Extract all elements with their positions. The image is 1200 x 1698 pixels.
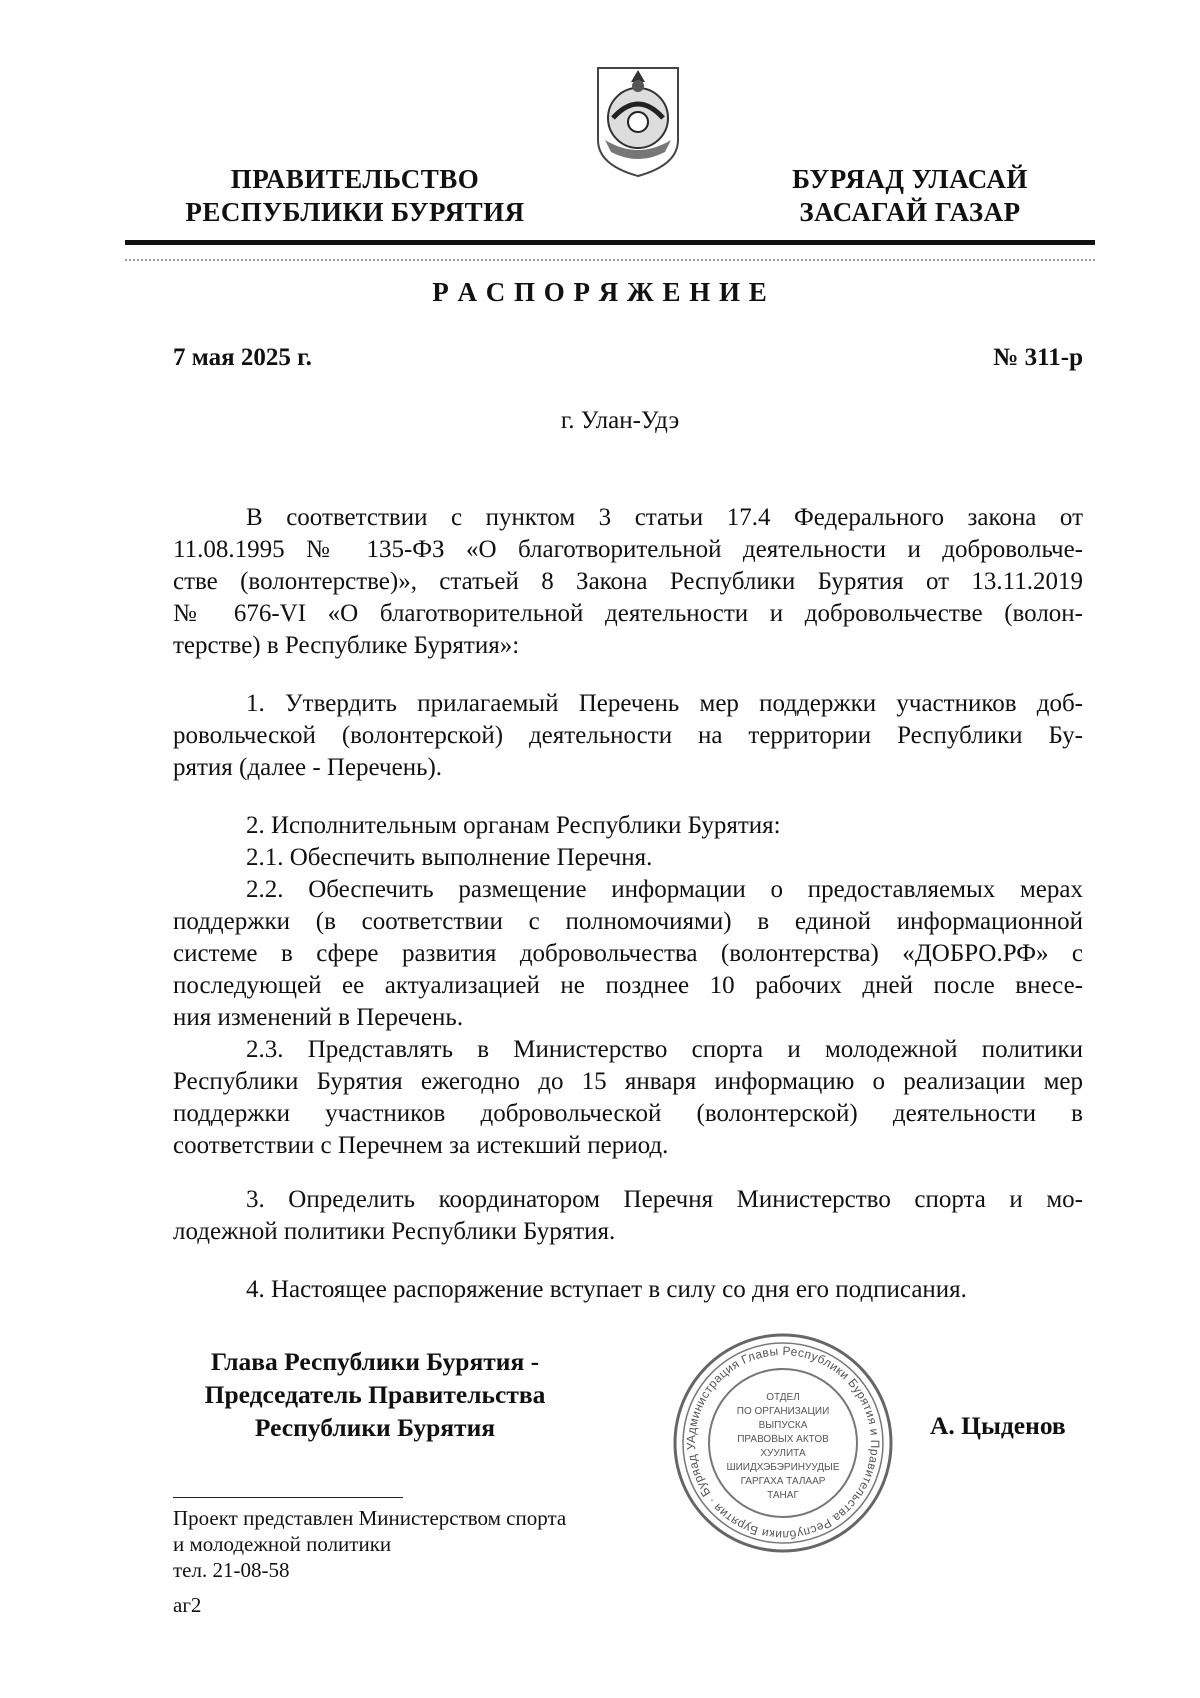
document-city: г. Улан-Удэ [560,407,680,434]
stamp-center-line: ПРАВОВЫХ АКТОВ [737,1434,829,1445]
item-3-line: 3. Определить координатором Перечня Министерство спорта и мо- [246,1186,1083,1213]
preamble-line: терстве) в Республике Бурятия»: [173,632,520,659]
coat-of-arms-icon [593,60,683,178]
signatory-position-line1: Глава Республики Бурятия - [210,1347,540,1376]
official-stamp [672,1332,894,1554]
item-2-2-line: последующей ее актуализацией не позднее 10 рабочих дней после внесе- [173,972,1083,999]
item-2-1-line: 2.1. Обеспечить выполнение Перечня. [246,844,653,871]
preamble-line: № 676-VI «О благотворительной деятельности и добровольчестве (волон- [173,600,1083,627]
item-2-2-line: ния изменений в Перечень. [173,1004,464,1031]
preamble-paragraph [173,502,1083,662]
header-rule-thick [125,240,1095,245]
stamp-center-line: ГАРГАХА ТАЛААР [740,1476,826,1487]
item-2-2-line: системе в сфере развития добровольчества (волонтерства) «ДОБРО.РФ» с [173,940,1083,967]
government-name-bua-line2: ЗАСАГАЙ ГАЗАР [799,197,1021,227]
signatory-name: А. Цыденов [930,1411,1066,1440]
preamble-line: В соответствии с пунктом 3 статьи 17.4 Федерального закона от [246,504,1083,531]
preamble-line: 11.08.1995 № 135-ФЗ «О благотворительной деятельности и добровольче- [173,536,1083,563]
government-name-ru-line2: РЕСПУБЛИКИ БУРЯТИЯ [185,197,525,227]
item-2-3-line: соответствии с Перечнем за истекший период. [173,1132,669,1159]
item-2-2-line: поддержки (в соответствии с полномочиями) в единой информационной [173,908,1083,935]
document-code: аг2 [173,1593,202,1617]
item-2-3-line: поддержки участников добровольческой (волонтерской) деятельности в [173,1100,1083,1127]
document-date: 7 мая 2025 г. [173,344,312,371]
footnote-line3: тел. 21-08-58 [173,1558,290,1582]
item-2-line: 2. Исполнительным органам Республики Бурятия: [246,812,781,839]
item-1-line: 1. Утвердить прилагаемый Перечень мер поддержки участников доб- [246,690,1083,717]
signatory-position [160,1345,590,1444]
document-number: № 311-р [993,344,1083,371]
stamp-center-line: ОТДЕЛ [766,1392,800,1403]
government-name-ru-line1: ПРАВИТЕЛЬСТВО [230,164,480,194]
header-rule-thin [125,259,1095,261]
footnote-line2: и молодежной политики [173,1532,392,1556]
item-1-line: рятия (далее - Перечень). [173,754,443,781]
footnote-line1: Проект представлен Министерством спорта [173,1506,567,1530]
item-1-line: ровольческой (волонтерской) деятельности на территории Республики Бу- [173,722,1083,749]
item-2-3-line: Республики Бурятия ежегодно до 15 января информацию о реализации мер [173,1068,1083,1095]
stamp-center-line: ХУУЛИТА [760,1448,806,1459]
item-4-paragraph [173,1274,1083,1306]
government-name-ru [150,163,560,229]
government-name-bua-line1: БУРЯАД УЛАСАЙ [792,164,1028,194]
item-2-2-line: 2.2. Обеспечить размещение информации о предоставляемых мерах [246,876,1083,903]
signatory-position-line2: Председатель Правительства [204,1380,546,1409]
item-4-line: 4. Настоящее распоряжение вступает в силу со дня его подписания. [246,1276,967,1303]
stamp-center-line: ВЫПУСКА [758,1420,808,1431]
footnote [173,1505,653,1583]
stamp-center-line: ТАНАГ [767,1490,799,1501]
government-name-bua [740,163,1080,229]
document-type-title: Р А С П О Р Я Ж Е Н И Е [432,277,768,307]
signatory-position-line3: Республики Бурятия [254,1413,496,1442]
item-3-paragraph [173,1184,1083,1248]
item-3-line: лодежной политики Республики Бурятия. [173,1218,616,1245]
preamble-line: стве (волонтерстве)», статьей 8 Закона Республики Бурятия от 13.11.2019 [173,568,1083,595]
item-2-paragraph [173,810,1083,1162]
item-2-3-line: 2.3. Представлять в Министерство спорта и молодежной политики [246,1036,1083,1063]
item-1-paragraph [173,688,1083,784]
stamp-center-line: ПО ОРГАНИЗАЦИИ [736,1406,830,1417]
stamp-ring-text: Администрация Главы Республики Бурятия и Правительства Республики Бурятия · Буряад У [683,1343,883,1543]
footnote-rule [173,1497,403,1498]
stamp-center-line: ШИИДХЭБЭРИНУУДЫЕ [726,1462,840,1473]
